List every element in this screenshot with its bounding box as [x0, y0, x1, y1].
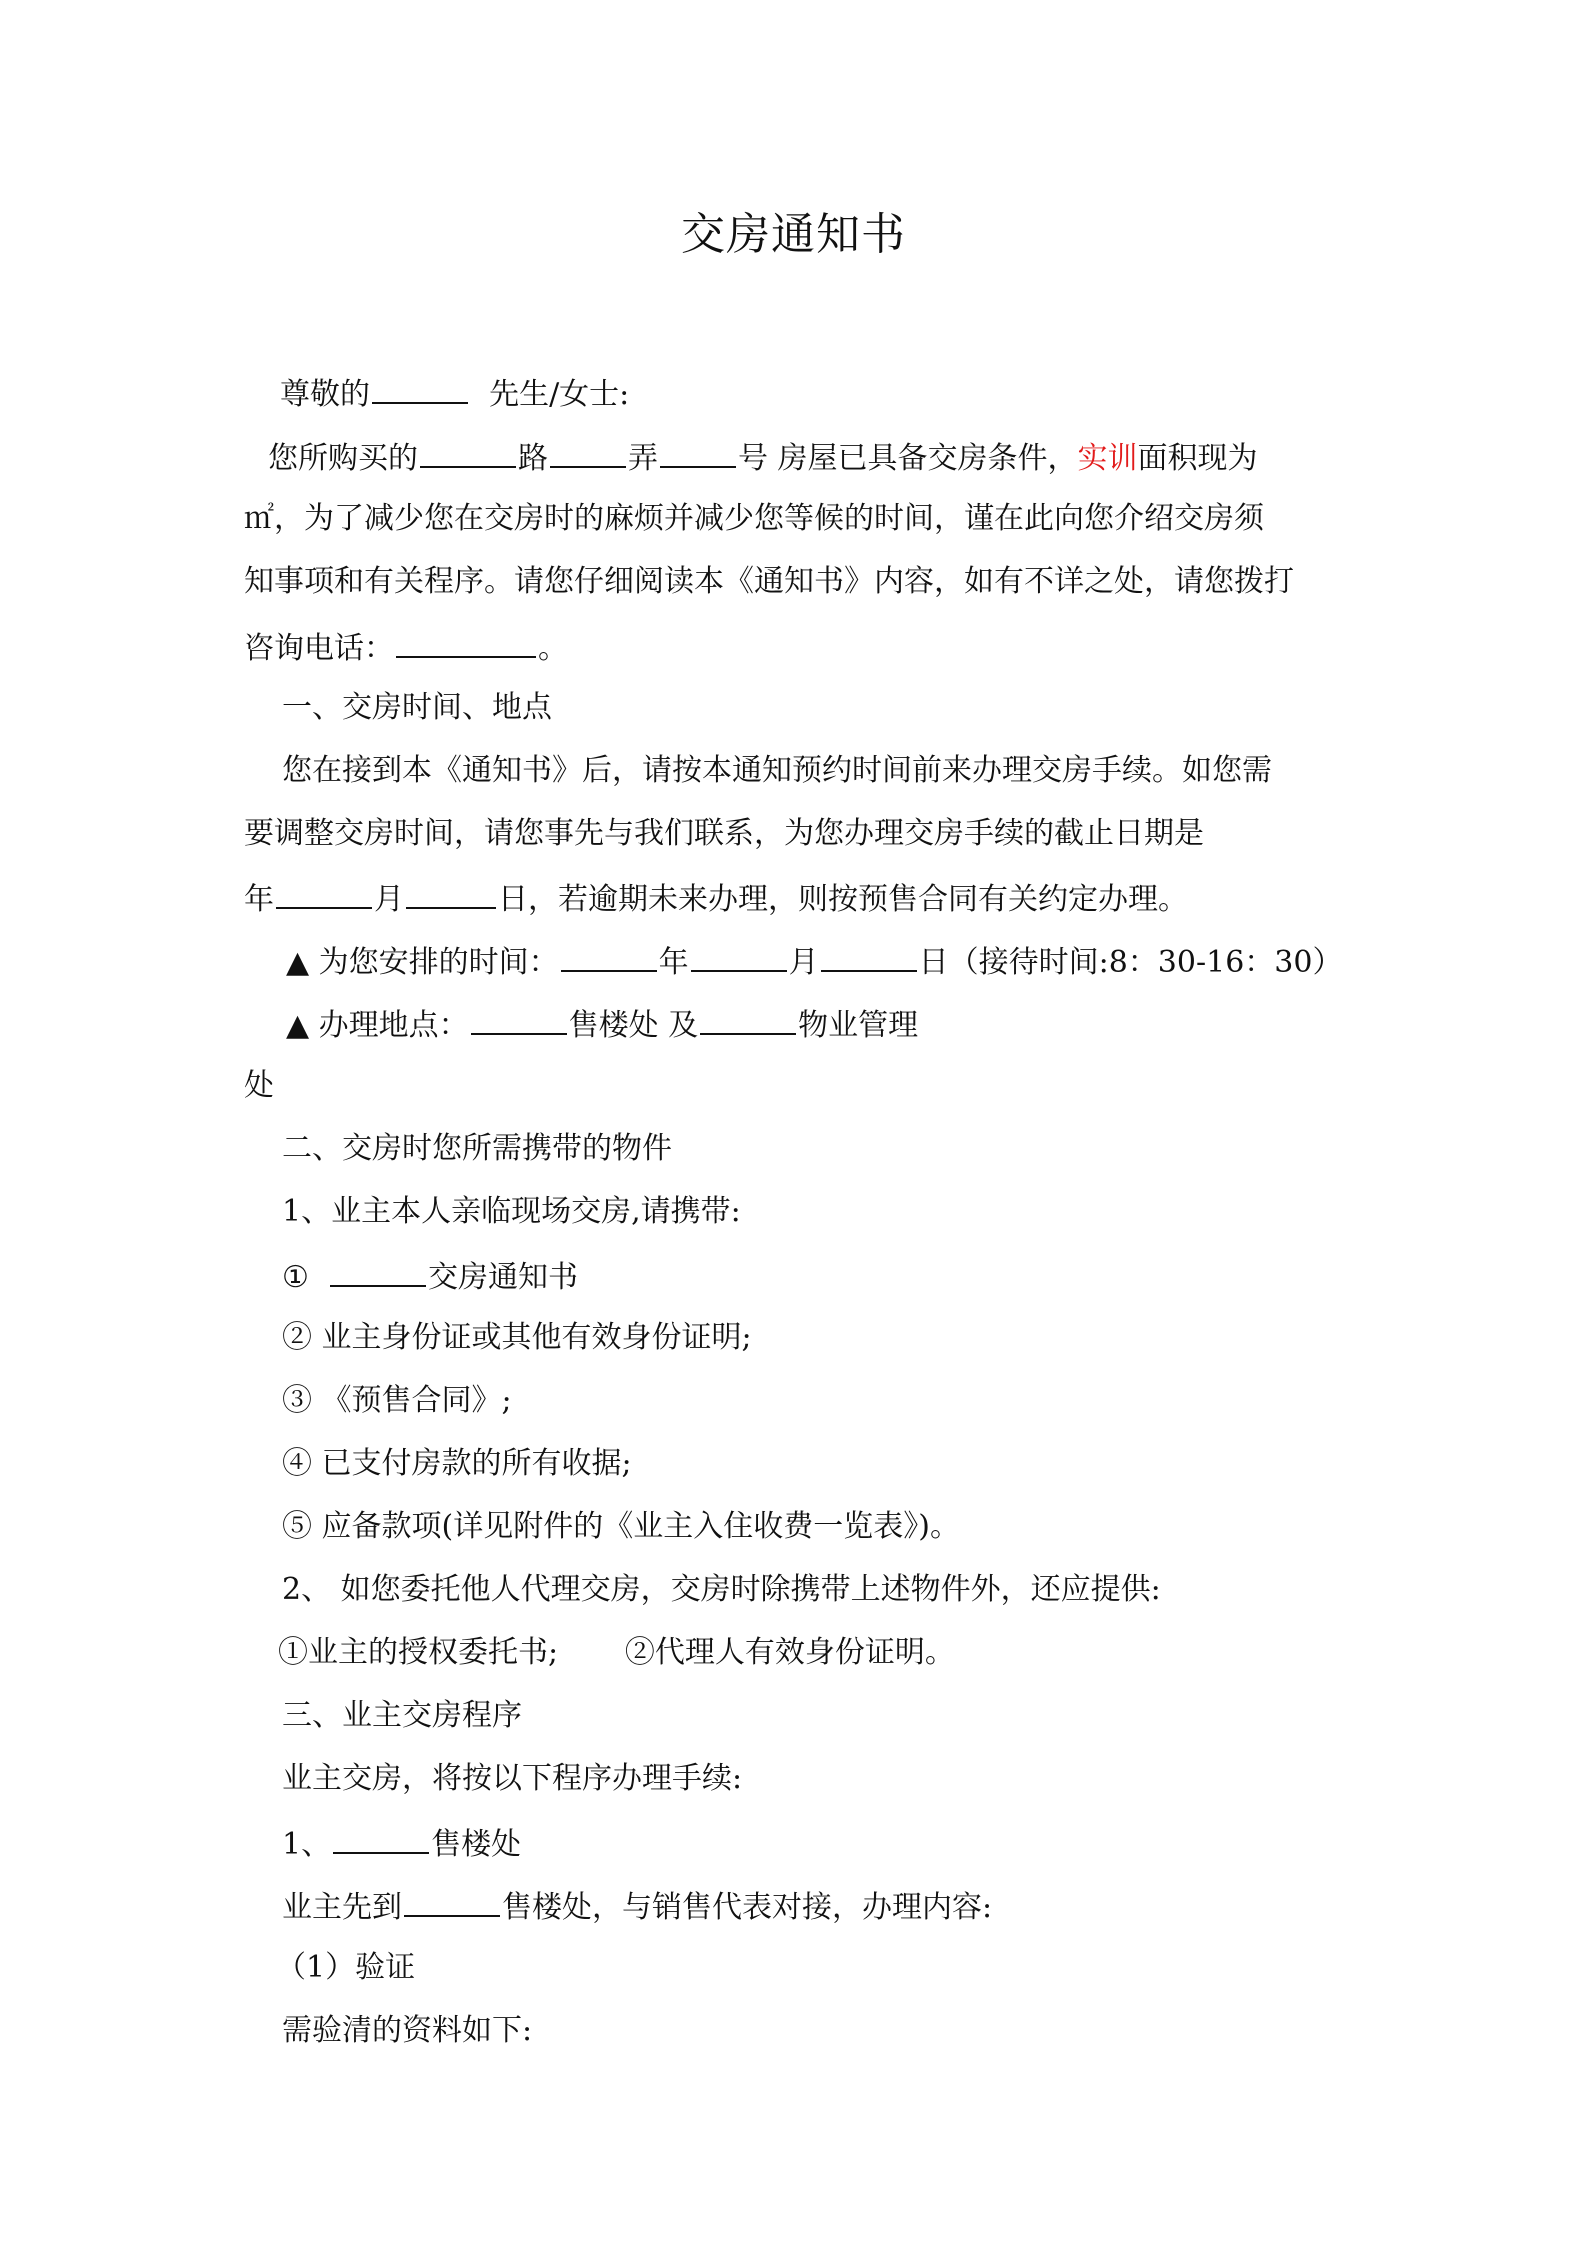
deadline-text: 月: [374, 882, 404, 917]
intro-text: 号 房屋已具备交房条件，: [738, 441, 1078, 476]
step-text: 业主先到: [282, 1890, 402, 1925]
greeting-suffix: 先生/女士:: [489, 377, 630, 412]
intro-text: 面积现为: [1137, 441, 1258, 476]
notice-blank[interactable]: [330, 1253, 426, 1287]
section1-paragraph: 您在接到本《通知书》后，请按本通知预约时间前来办理交房手续。如您需: [282, 753, 1272, 788]
deadline-day-blank[interactable]: [406, 875, 496, 909]
intro-line-3: 知事项和有关程序。请您仔细阅读本《通知书》内容，如有不详之处，请您拨打: [244, 564, 1294, 599]
deadline-month-blank[interactable]: [276, 875, 372, 909]
road-blank[interactable]: [420, 434, 516, 468]
section1-heading: 一、交房时间、地点: [282, 690, 552, 725]
step-sales-blank[interactable]: [333, 1820, 429, 1854]
section3-sub-1: （1）验证: [276, 1950, 416, 1985]
page-title: 交房通知书: [681, 209, 906, 260]
property-office-blank[interactable]: [700, 1001, 796, 1035]
section3-paragraph-3: 需验清的资料如下:: [282, 2013, 533, 2048]
phone-blank[interactable]: [396, 624, 536, 658]
section2-heading: 二、交房时您所需携带的物件: [282, 1131, 672, 1166]
location-line-cont: 处: [244, 1068, 274, 1103]
name-blank[interactable]: [372, 370, 468, 404]
sub-text: ②代理人有效身份证明。: [624, 1635, 955, 1670]
schedule-text: 月: [788, 945, 819, 980]
location-text: 售楼处 及: [568, 1008, 699, 1043]
section2-item2-sub: [278, 1631, 955, 1675]
section3-paragraph: 业主交房，将按以下程序办理手续:: [282, 1761, 743, 1796]
section1-paragraph: 要调整交房时间，请您事先与我们联系，为您办理交房手续的截止日期是: [244, 816, 1204, 851]
section2-sub-3: ③ 《预售合同》;: [282, 1383, 512, 1418]
intro-text: 。: [538, 631, 568, 666]
deadline-text: 年: [244, 882, 274, 917]
schedule-day-blank[interactable]: [821, 938, 917, 972]
step-text: 售楼处: [431, 1827, 522, 1862]
intro-line-2: ㎡，为了减少您在交房时的麻烦并减少您等候的时间，谨在此向您介绍交房须: [244, 501, 1264, 536]
sub-text: 交房通知书: [427, 1260, 578, 1295]
greeting-line: [280, 370, 629, 417]
schedule-time-line: [286, 938, 1342, 985]
schedule-text: 日（接待时间:8：30-16：30）: [918, 945, 1343, 980]
intro-line-1: [268, 434, 1258, 481]
location-text: ▲ 办理地点：: [286, 1008, 469, 1043]
visit-sales-blank[interactable]: [404, 1883, 500, 1917]
section2-sub-4: ④ 已支付房款的所有收据;: [282, 1446, 632, 1481]
intro-text: 路: [518, 441, 548, 476]
section3-step-1: [282, 1820, 521, 1867]
intro-line-4: [244, 624, 568, 671]
circled-one: ①: [282, 1260, 309, 1295]
deadline-text: 日，若逾期未来办理，则按预售合同有关约定办理。: [498, 882, 1188, 917]
step-text: 1、: [282, 1827, 332, 1862]
intro-text: 弄: [628, 441, 658, 476]
section2-sub-5: ⑤ 应备款项(详见附件的《业主入住收费一览表》)。: [282, 1509, 960, 1544]
greeting-prefix: 尊敬的: [280, 377, 370, 412]
section3-paragraph-2: [282, 1883, 992, 1930]
schedule-year-blank[interactable]: [561, 938, 657, 972]
section2-sub-1: [282, 1253, 578, 1300]
sales-office-blank[interactable]: [471, 1001, 567, 1035]
step-text: 售楼处，与销售代表对接，办理内容:: [502, 1890, 993, 1925]
lane-blank[interactable]: [550, 434, 626, 468]
section2-sub-2: ② 业主身份证或其他有效身份证明;: [282, 1320, 752, 1355]
schedule-month-blank[interactable]: [691, 938, 787, 972]
schedule-text: 年: [658, 945, 689, 980]
schedule-text: ▲ 为您安排的时间：: [286, 945, 559, 980]
intro-text: 咨询电话：: [244, 631, 394, 666]
section2-item-2: 2、 如您委托他人代理交房，交房时除携带上述物件外，还应提供:: [282, 1572, 1161, 1607]
deadline-line: [244, 875, 1188, 922]
red-highlight-text: 实训: [1077, 441, 1138, 476]
section3-heading: 三、业主交房程序: [282, 1698, 522, 1733]
location-text: 物业管理: [798, 1008, 919, 1043]
location-line: [286, 1001, 918, 1048]
number-blank[interactable]: [660, 434, 736, 468]
section2-item-1: 1、业主本人亲临现场交房,请携带:: [282, 1194, 741, 1229]
sub-text: ①业主的授权委托书;: [278, 1635, 559, 1670]
intro-text: 您所购买的: [268, 441, 418, 476]
